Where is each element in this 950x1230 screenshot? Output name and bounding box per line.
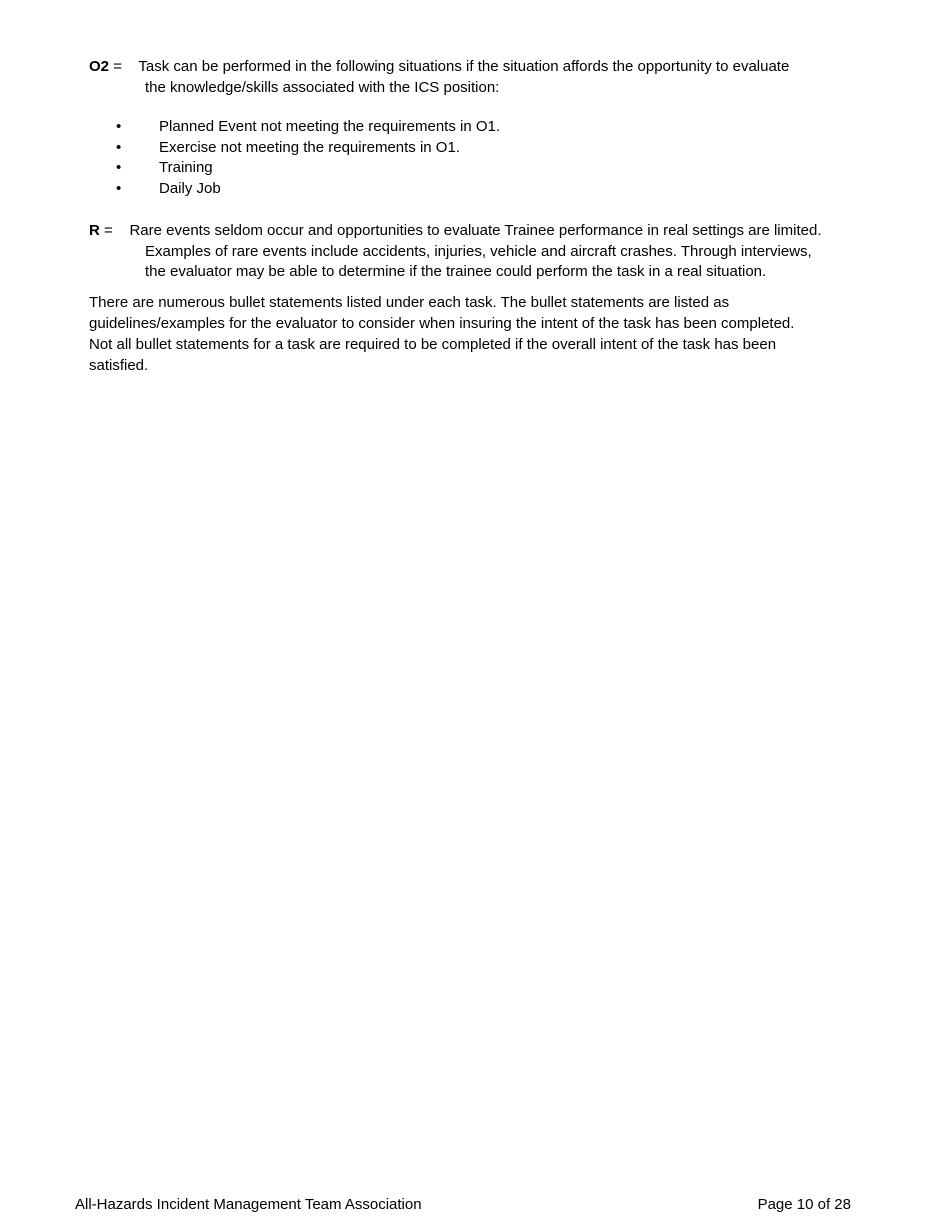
o2-text-line1: Task can be performed in the following situations if the situation affords the opportunity to evaluate <box>138 58 790 75</box>
list-item-text: Planned Event not meeting the requirements in O1. <box>159 118 501 135</box>
r-continuation <box>89 242 849 283</box>
r-first-line <box>89 221 849 242</box>
r-term: R <box>89 222 100 239</box>
footer-page-number: Page 10 of 28 <box>757 1196 851 1213</box>
paragraph-line: satisfied. <box>89 357 149 374</box>
o2-first-line <box>89 57 849 78</box>
o2-continuation <box>89 78 849 99</box>
paragraph-line: There are numerous bullet statements listed under each task. The bullet statements are listed as <box>89 294 730 311</box>
paragraph-line: Not all bullet statements for a task are required to be completed if the overall intent of the task has been <box>89 336 777 353</box>
o2-text-line2: the knowledge/skills associated with the ICS position: <box>145 78 500 96</box>
bullet-icon: • <box>116 118 122 135</box>
r-definition <box>89 221 849 283</box>
list-item <box>89 179 849 200</box>
r-text-line3: the evaluator may be able to determine if the trainee could perform the task in a real situation. <box>145 263 767 280</box>
page-footer <box>75 1195 851 1215</box>
footer-organization: All-Hazards Incident Management Team Association <box>75 1196 422 1213</box>
paragraph-line: guidelines/examples for the evaluator to consider when insuring the intent of the task has been completed. <box>89 315 795 332</box>
list-item <box>89 138 849 159</box>
bullet-icon: • <box>116 159 122 177</box>
r-text-line1: Rare events seldom occur and opportunities to evaluate Trainee performance in real settings are limited. <box>129 222 822 239</box>
o2-equals: = <box>113 58 122 75</box>
o2-definition <box>89 57 849 98</box>
list-item-text: Training <box>159 159 213 177</box>
list-item-text: Daily Job <box>159 179 221 197</box>
bullet-icon: • <box>116 179 122 197</box>
bullet-statements-paragraph <box>89 292 849 376</box>
o2-bullet-list <box>89 117 849 199</box>
list-item <box>89 117 849 138</box>
r-text-line2: Examples of rare events include accidents, injuries, vehicle and aircraft crashes. Through interviews, <box>145 242 812 260</box>
bullet-icon: • <box>116 138 122 156</box>
r-equals: = <box>104 222 113 239</box>
list-item <box>89 158 849 179</box>
list-item-text: Exercise not meeting the requirements in O1. <box>159 138 460 156</box>
o2-term: O2 <box>89 58 110 75</box>
